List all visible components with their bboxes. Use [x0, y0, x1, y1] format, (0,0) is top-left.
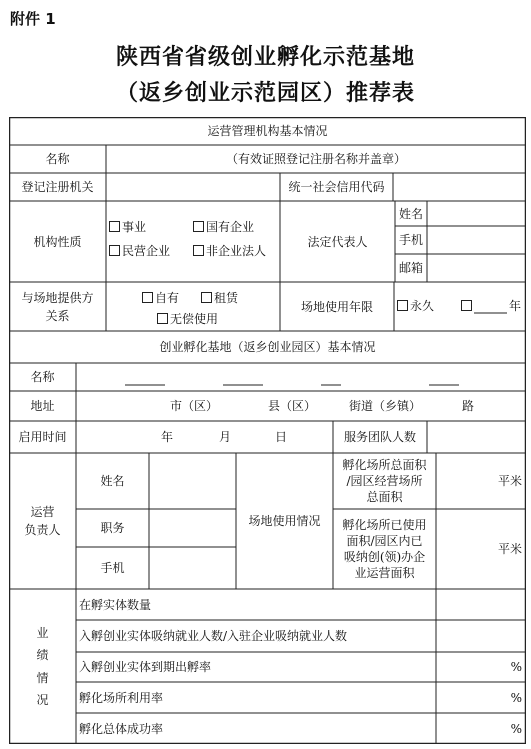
checkbox-icon	[201, 292, 212, 303]
mgr-name-field[interactable]	[149, 453, 236, 509]
opt-rent-site[interactable]: 租赁	[201, 289, 261, 307]
checkbox-icon	[109, 221, 120, 232]
year-unit: 年	[508, 299, 521, 313]
operator-manager-label: 运营 负责人	[24, 505, 61, 537]
mgr-phone-label: 手机	[100, 561, 125, 575]
perf-graduation-rate-field[interactable]	[436, 652, 526, 682]
opt-fixed-years[interactable]	[461, 297, 475, 315]
base-name-label: 名称	[30, 370, 55, 384]
checkbox-icon	[193, 245, 204, 256]
org-name-hint: （有效证照登记注册名称并盖章）	[225, 152, 406, 166]
team-size-field[interactable]	[427, 421, 526, 453]
perf-utilization-rate: 孵化场所利用率	[79, 690, 164, 705]
perf-success-rate-field[interactable]	[436, 713, 526, 744]
site-usage-label: 场地使用情况	[248, 514, 321, 528]
use-years-label: 场地使用年限	[300, 299, 373, 314]
checkbox-icon	[157, 313, 168, 324]
used-area-unit: 平米	[497, 542, 522, 556]
site-relation-label: 与场地提供方 关系	[21, 290, 94, 323]
legal-rep-label: 法定代表人	[307, 234, 368, 249]
opt-permanent[interactable]: 永久	[397, 297, 447, 315]
addr-road: 路	[461, 399, 474, 413]
reg-authority-label: 登记注册机关	[21, 180, 94, 194]
total-area-unit: 平米	[497, 474, 522, 488]
used-area-label: 孵化场所已使用 面积/园区内已 吸纳创(领)办企 业运营面积	[342, 517, 427, 581]
perf-employment-field[interactable]	[436, 620, 526, 652]
section-operator-heading: 运营管理机构基本情况	[207, 124, 328, 138]
checkbox-icon	[193, 221, 204, 232]
rep-phone-label: 手机	[398, 233, 423, 247]
recommendation-form	[9, 117, 526, 744]
date-month: 月	[218, 430, 231, 444]
opt-free-site[interactable]: 无偿使用	[157, 310, 237, 328]
org-name-field[interactable]	[106, 145, 526, 173]
opt-public-institution[interactable]: 事业	[109, 217, 189, 237]
date-day: 日	[274, 430, 287, 444]
opt-private-enterprise[interactable]: 民营企业	[109, 241, 193, 261]
rep-email-label: 邮箱	[398, 261, 423, 275]
addr-county: 县（区）	[267, 399, 316, 413]
address-label: 地址	[30, 399, 55, 413]
org-type-label: 机构性质	[33, 234, 82, 249]
performance-label: 业 绩 情 况	[36, 626, 49, 707]
rep-phone-field[interactable]	[427, 226, 526, 254]
percent-unit: %	[510, 660, 522, 674]
base-name-field[interactable]	[76, 363, 526, 391]
rep-email-field[interactable]	[427, 254, 526, 282]
perf-graduation-rate: 入孵创业实体到期出孵率	[79, 660, 212, 674]
perf-incubating-count-field[interactable]	[436, 589, 526, 620]
rep-name-label: 姓名	[398, 206, 423, 221]
checkbox-icon	[109, 245, 120, 256]
start-date-label: 启用时间	[18, 430, 67, 444]
opt-non-legal-entity[interactable]: 非企业法人	[193, 241, 279, 261]
date-year: 年	[160, 430, 173, 444]
perf-employment: 入孵创业实体吸纳就业人数/入驻企业吸纳就业人数	[79, 629, 348, 643]
percent-unit: %	[510, 690, 522, 705]
mgr-title-field[interactable]	[149, 509, 236, 547]
section-incubator-heading: 创业孵化基地（返乡创业园区）基本情况	[159, 340, 376, 354]
opt-own-site[interactable]: 自有	[142, 289, 202, 307]
opt-state-enterprise[interactable]: 国有企业	[193, 217, 279, 237]
checkbox-icon	[142, 292, 153, 303]
addr-city: 市（区）	[169, 399, 218, 413]
checkbox-icon	[461, 300, 472, 311]
perf-utilization-rate-field[interactable]	[436, 682, 526, 713]
form-title-line2: （返乡创业示范园区）推荐表	[115, 81, 415, 106]
rep-name-field[interactable]	[427, 201, 526, 226]
form-title-line1: 陕西省省级创业孵化示范基地	[115, 45, 415, 70]
reg-authority-field[interactable]	[106, 173, 280, 201]
credit-code-field[interactable]	[393, 173, 526, 201]
team-size-label: 服务团队人数	[343, 430, 416, 444]
percent-unit: %	[510, 721, 522, 736]
perf-success-rate: 孵化总体成功率	[79, 721, 164, 736]
mgr-name-label: 姓名	[100, 474, 125, 488]
org-name-label: 名称	[45, 152, 70, 166]
attachment-label: 附件 1	[10, 10, 56, 28]
addr-street: 街道（乡镇）	[348, 399, 421, 413]
perf-incubating-count: 在孵实体数量	[79, 597, 152, 612]
total-area-label: 孵化场所总面积 /园区经营场所 总面积	[342, 457, 427, 505]
mgr-title-label: 职务	[100, 521, 125, 535]
mgr-phone-field[interactable]	[149, 547, 236, 589]
credit-code-label: 统一社会信用代码	[288, 180, 385, 194]
checkbox-icon	[397, 300, 408, 311]
